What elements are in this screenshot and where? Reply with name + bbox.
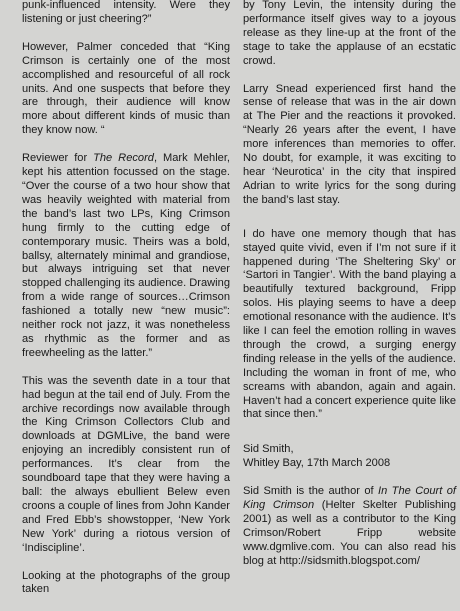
left-column (22, 0, 230, 611)
publication-name: The Record (93, 152, 154, 165)
signature-place-date: Whitley Bay, 17th March 2008 (243, 457, 391, 470)
bio-prefix: Sid Smith is the author of (243, 485, 379, 498)
paragraph-tour-date: This was the seventh date in a tour that had begun at the tail end of July. From the archive recordings now available through the King Crimson Collectors Club and downloads at DGMLive, the band were enjoying an incredibly consistent run of performances. It’s clear from the soundboard tape that they were having a ball: the always ebullient Belew even croons a couple of lines from John Kander and Fred Ebb’s showstopper, ‘New York New York’ during a riotous version of ‘Indiscipline’. (22, 374, 230, 554)
signature-block (243, 443, 456, 471)
book-title: In The Court of King Crimson (243, 485, 456, 512)
paragraph-mehler-review (22, 152, 230, 361)
signature-name: Sid Smith, (243, 443, 294, 456)
paragraph-tony-levin: by Tony Levin, the intensity during the performance itself gives way to a joyous release as they line-up at the front of the stage to take the applause of an ecstatic crowd. (243, 0, 456, 67)
paragraph-photographs: Looking at the photographs of the group taken (22, 569, 230, 596)
paragraph-memory: I do have one memory though that has stayed quite vivid, even if I’m not sure if it happened during ‘The Sheltering Sky’ or ‘Sartori in Tangier’. With the band playing a beautifully textured background, Fripp solos. His playing seems to have a deep emotional resonance with the audience. It’s like I can feel the emotion rolling in waves through the crowd, a surging energy finding release in the yells of the audience. Including the woman in front of me, who screams with abandon, again and again. Haven’t had a concert experience quite like that since then.” (243, 227, 456, 421)
author-bio (243, 485, 456, 568)
paragraph-larry-snead: Larry Snead experienced first hand the sense of release that was in the air down at The Pier and the reactions it provoked. “Nearly 26 years after the event, I have more inferences than memories to offer. No doubt, for example, it was exciting to hear ‘Neurotica’ in the city that inspired Adrian to write lyrics for the song during the band’s last stay. (243, 82, 456, 206)
paragraph-punk-intensity: punk-influenced intensity. Were they listening or just cheering?” (22, 0, 230, 25)
review-body: , Mark Mehler, kept his attention focussed on the stage. “Over the course of a two hour show that was heavily weighted with material from the band’s last two LPs, King Crimson hung firmly to the cutting edge of contemporary music. Theirs was a bold, ballsy, alternately minimal and grandiose, but always intriguing set that never stopped challenging its audience. Drawing from a wide range of sources…Crimson fashioned a totally new “new music”: neither rock not jazz, it was nonetheless as rhythmic as the former and as freewheeling as the latter.” (22, 152, 230, 359)
paragraph-palmer-quote: However, Palmer conceded that “King Crimson is certainly one of the most accomplished and resourceful of all rock units. And one suspects that before they are through, their audience will know more about different kinds of music than they know now. “ (22, 40, 230, 137)
right-column (243, 0, 456, 583)
review-prefix: Reviewer for (22, 152, 94, 165)
bio-body: (Helter Skelter Publishing 2001) as well as a contributor to the King Crimson/Robert Fripp website www.dgmlive.com. You can also read his blog at http://sidsmith.blogspot.com/ (243, 499, 456, 567)
